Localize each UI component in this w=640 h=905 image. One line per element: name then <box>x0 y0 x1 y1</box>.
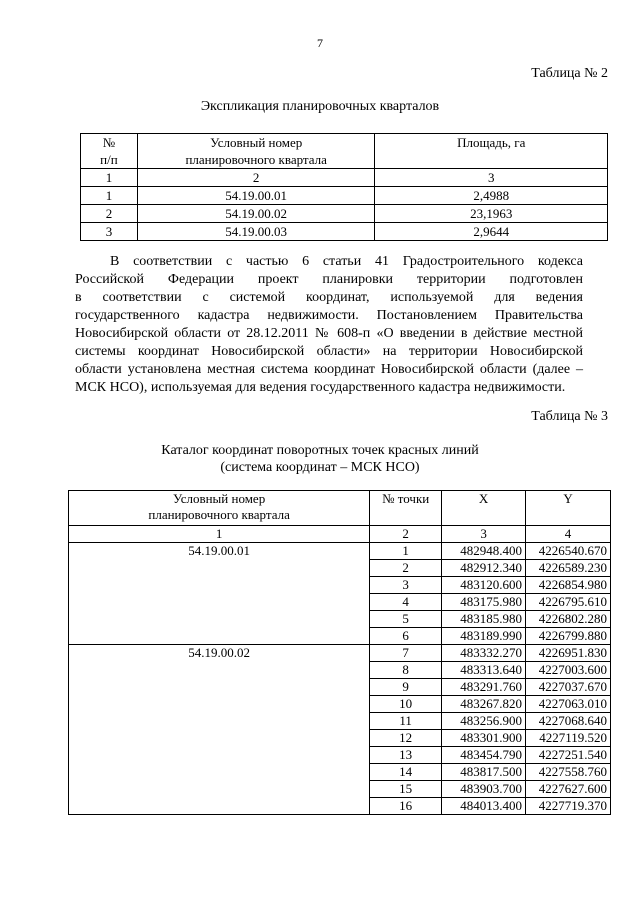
table2-row <box>81 205 608 223</box>
table3-point-number: 5 <box>370 611 442 628</box>
table3-point-number: 11 <box>370 713 442 730</box>
table3 <box>68 490 611 815</box>
table3-point-number: 2 <box>370 560 442 577</box>
table3-y-value: 4226589.230 <box>526 560 611 577</box>
table2-caption: Таблица № 2 <box>531 66 608 81</box>
table3-header-cell: № точки <box>370 491 442 526</box>
table2-cell: 2 <box>81 205 138 223</box>
table3-point-number: 4 <box>370 594 442 611</box>
table3-x-value: 483185.980 <box>442 611 526 628</box>
table3-header-cell: X <box>442 491 526 526</box>
table2-header-row <box>81 134 608 169</box>
table3-x-value: 483454.790 <box>442 747 526 764</box>
table3-y-value: 4226795.610 <box>526 594 611 611</box>
table2-header-cell: Условный номер планировочного квартала <box>137 134 375 169</box>
table3-x-value: 482948.400 <box>442 543 526 560</box>
table3-y-value: 4227037.670 <box>526 679 611 696</box>
table2-title: Экспликация планировочных кварталов <box>200 99 440 114</box>
table2-colnum-cell: 3 <box>375 169 608 187</box>
table3-point-number: 1 <box>370 543 442 560</box>
table3-x-value: 483291.760 <box>442 679 526 696</box>
table2-row <box>81 187 608 205</box>
table3-y-value: 4227119.520 <box>526 730 611 747</box>
table2-row <box>81 223 608 241</box>
table3-y-value: 4227719.370 <box>526 798 611 815</box>
table3-point-number: 14 <box>370 764 442 781</box>
table3-y-value: 4227063.010 <box>526 696 611 713</box>
table3-x-value: 483120.600 <box>442 577 526 594</box>
table2-colnum-row <box>81 169 608 187</box>
table2 <box>80 133 608 241</box>
table3-y-value: 4226799.880 <box>526 628 611 645</box>
table3-y-value: 4227068.640 <box>526 713 611 730</box>
paragraph-line: Новосибирской области от 28.12.2011 № 608-п «О введении в действие местной <box>75 326 583 341</box>
table2-cell: 2,9644 <box>375 223 608 241</box>
table3-quarter-cell: 54.19.00.02 <box>69 645 370 815</box>
table3-row <box>69 645 611 662</box>
table3-colnum-cell: 4 <box>526 526 611 543</box>
table3-x-value: 483817.500 <box>442 764 526 781</box>
table3-row <box>69 543 611 560</box>
table3-y-value: 4226854.980 <box>526 577 611 594</box>
table3-header-row <box>69 491 611 526</box>
table3-x-value: 483332.270 <box>442 645 526 662</box>
table3-colnum-row <box>69 526 611 543</box>
table3-x-value: 483267.820 <box>442 696 526 713</box>
table2-header-cell: Площадь, га <box>375 134 608 169</box>
table3-x-value: 483301.900 <box>442 730 526 747</box>
table3-y-value: 4227003.600 <box>526 662 611 679</box>
table3-point-number: 12 <box>370 730 442 747</box>
paragraph-line: Российской Федерации проект планировки территории подготовлен <box>75 272 583 287</box>
table3-x-value: 483313.640 <box>442 662 526 679</box>
table3-y-value: 4226540.670 <box>526 543 611 560</box>
table3-point-number: 3 <box>370 577 442 594</box>
table3-x-value: 482912.340 <box>442 560 526 577</box>
table3-point-number: 15 <box>370 781 442 798</box>
paragraph-line: области установлена местная система координат Новосибирской области (далее – <box>75 362 583 377</box>
table3-x-value: 484013.400 <box>442 798 526 815</box>
table3-x-value: 483189.990 <box>442 628 526 645</box>
table2-colnum-cell: 1 <box>81 169 138 187</box>
body-paragraph <box>75 253 583 397</box>
table3-x-value: 483175.980 <box>442 594 526 611</box>
paragraph-line: государственного кадастра недвижимости. Постановлением Правительства <box>75 308 583 323</box>
table3-header-cell: Условный номер планировочного квартала <box>69 491 370 526</box>
table3-point-number: 8 <box>370 662 442 679</box>
table2-cell: 54.19.00.01 <box>137 187 375 205</box>
table2-cell: 23,1963 <box>375 205 608 223</box>
table3-x-value: 483903.700 <box>442 781 526 798</box>
page-number: 7 <box>317 36 323 50</box>
table3-y-value: 4226951.830 <box>526 645 611 662</box>
table3-point-number: 7 <box>370 645 442 662</box>
table3-header-cell: Y <box>526 491 611 526</box>
table3-point-number: 6 <box>370 628 442 645</box>
paragraph-line: системы координат Новосибирской области» на территории Новосибирской <box>75 344 583 359</box>
table3-caption: Таблица № 3 <box>531 409 608 424</box>
table3-title-line1: Каталог координат поворотных точек красных линий <box>161 443 479 458</box>
table3-point-number: 16 <box>370 798 442 815</box>
table3-colnum-cell: 3 <box>442 526 526 543</box>
table2-header-cell: № п/п <box>81 134 138 169</box>
table2-cell: 54.19.00.02 <box>137 205 375 223</box>
table3-quarter-cell: 54.19.00.01 <box>69 543 370 645</box>
table3-y-value: 4227251.540 <box>526 747 611 764</box>
table3-colnum-cell: 1 <box>69 526 370 543</box>
table2-cell: 3 <box>81 223 138 241</box>
paragraph-line: В соответствии с частью 6 статьи 41 Градостроительного кодекса <box>110 254 583 269</box>
table2-cell: 2,4988 <box>375 187 608 205</box>
table2-cell: 1 <box>81 187 138 205</box>
table3-y-value: 4227627.600 <box>526 781 611 798</box>
table3-colnum-cell: 2 <box>370 526 442 543</box>
paragraph-line: в соответствии с системой координат, используемой для ведения <box>75 290 583 305</box>
table3-y-value: 4226802.280 <box>526 611 611 628</box>
table3-x-value: 483256.900 <box>442 713 526 730</box>
table3-y-value: 4227558.760 <box>526 764 611 781</box>
paragraph-line: МСК НСО), используемая для ведения государственного кадастра недвижимости. <box>75 380 566 395</box>
table2-cell: 54.19.00.03 <box>137 223 375 241</box>
table2-colnum-cell: 2 <box>137 169 375 187</box>
table3-point-number: 9 <box>370 679 442 696</box>
table3-title-line2: (система координат – МСК НСО) <box>220 460 420 475</box>
table3-point-number: 13 <box>370 747 442 764</box>
table3-point-number: 10 <box>370 696 442 713</box>
